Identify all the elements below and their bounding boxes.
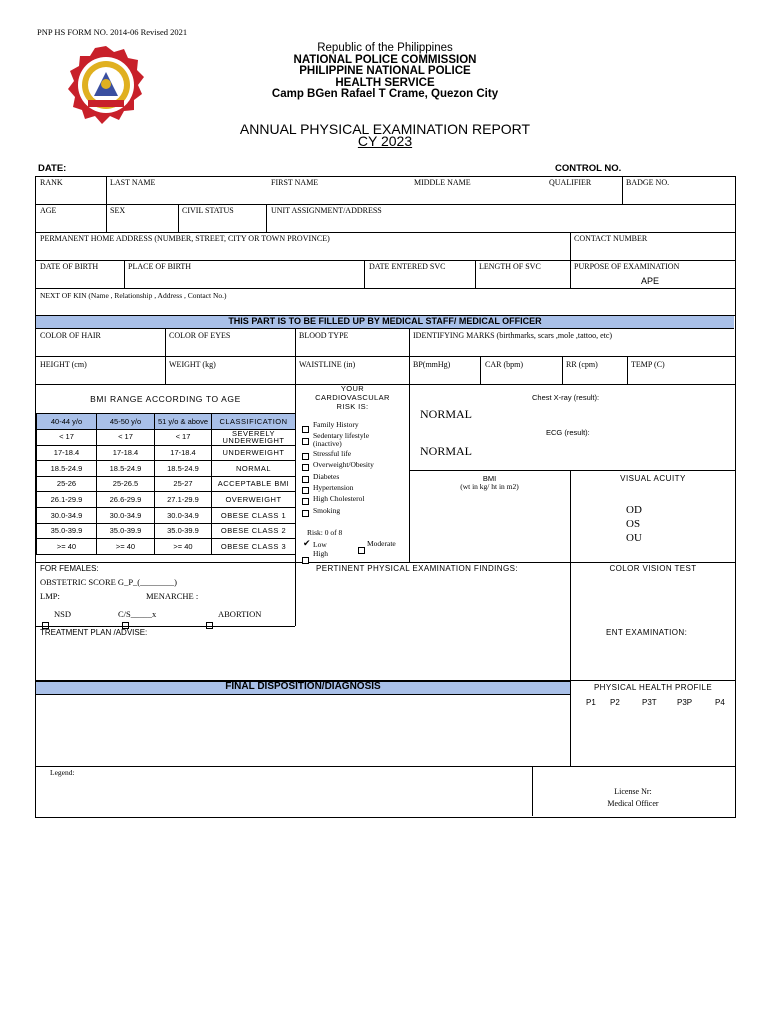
table-cell: OBESE CLASS 1 — [212, 507, 296, 523]
risk-moderate-label: Moderate — [367, 539, 396, 548]
eye-color-label: COLOR OF EYES — [169, 331, 231, 340]
ecg-value: NORMAL — [420, 444, 473, 458]
legend-label: Legend: — [50, 768, 75, 777]
diabetes-checkbox[interactable] — [302, 476, 309, 483]
high-cholesterol-checkbox[interactable] — [302, 498, 309, 505]
date-entered-svc-label: DATE ENTERED SVC — [369, 262, 446, 271]
profile-p3t: P3T — [642, 698, 657, 707]
table-row — [37, 461, 296, 477]
risk-high-label: High — [313, 549, 328, 558]
table-cell: OBESE CLASS 2 — [212, 523, 296, 539]
purpose-label: PURPOSE OF EXAMINATION — [574, 262, 680, 271]
profile-p1: P1 — [586, 698, 596, 707]
badge-no-label: BADGE NO. — [626, 178, 670, 187]
visual-od: OD — [626, 504, 642, 516]
bmi-header-cell: 40-44 y/o — [37, 414, 97, 430]
bmi-label: BMI — [482, 474, 497, 483]
header-health-service: HEALTH SERVICE — [335, 76, 435, 89]
cv-risk-item: Diabetes — [313, 472, 340, 481]
risk-low-label: Low — [313, 540, 327, 549]
form-title: ANNUAL PHYSICAL EXAMINATION REPORT — [239, 121, 531, 137]
civil-status-label: CIVIL STATUS — [182, 206, 234, 215]
cv-risk-item: Hypertension — [313, 483, 354, 492]
cv-risk-title-line2: CARDIOVASCULAR — [315, 393, 390, 402]
overweight-checkbox[interactable] — [302, 464, 309, 471]
next-of-kin-label: NEXT OF KIN (Name , Relationship , Address , Contact No.) — [40, 291, 227, 300]
cv-risk-item: High Cholesterol — [313, 494, 365, 503]
age-label: AGE — [40, 206, 57, 215]
table-cell: OVERWEIGHT — [212, 492, 296, 508]
menarche-label: MENARCHE : — [146, 591, 199, 601]
form-number: PNP HS FORM NO. 2014-06 Revised 2021 — [37, 27, 188, 37]
weight-label: WEIGHT (kg) — [169, 360, 216, 369]
blood-type-label: BLOOD TYPE — [299, 331, 349, 340]
header-republic: Republic of the Philippines — [317, 42, 453, 54]
cv-risk-item: Family History — [313, 420, 359, 429]
waistline-label: WAISTLINE (in) — [299, 360, 356, 369]
ecg-label: ECG (result): — [546, 428, 590, 437]
temp-label: TEMP (C) — [631, 360, 665, 369]
physical-health-profile-label: PHYSICAL HEALTH PROFILE — [593, 683, 713, 692]
bmi-range-title: BMI RANGE ACCORDING TO AGE — [90, 394, 241, 404]
table-row — [37, 445, 296, 461]
table-cell: 25-26.5 — [97, 476, 155, 492]
treatment-plan-label: TREATMENT PLAN /ADVISE: — [40, 628, 148, 637]
obstetric-score: OBSTETRIC SCORE G_P_(________) — [40, 577, 177, 587]
table-cell: < 17 — [155, 429, 212, 445]
table-cell: < 17 — [97, 429, 155, 445]
table-cell: 17-18.4 — [97, 445, 155, 461]
table-cell: >= 40 — [155, 539, 212, 555]
table-cell: >= 40 — [97, 539, 155, 555]
middle-name-label: MIDDLE NAME — [414, 178, 471, 187]
form-subtitle: CY 2023 — [357, 133, 413, 149]
table-row — [37, 492, 296, 508]
cv-risk-title-line1: YOUR — [340, 384, 365, 393]
table-cell: OBESE CLASS 3 — [212, 539, 296, 555]
qualifier-label: QUALIFIER — [549, 178, 592, 187]
hypertension-checkbox[interactable] — [302, 487, 309, 494]
bmi-formula: (wt in kg/ ht in m2) — [460, 482, 519, 491]
table-cell: ACCEPTABLE BMI — [212, 476, 296, 492]
cv-risk-item: Stressful life — [313, 449, 352, 458]
bmi-header-cell: 51 y/o & above — [155, 414, 212, 430]
table-cell: 30.0-34.9 — [37, 507, 97, 523]
rank-label: RANK — [40, 178, 63, 187]
length-of-svc-label: LENGTH OF SVC — [479, 262, 541, 271]
table-cell: 35.0-39.9 — [155, 523, 212, 539]
cv-risk-item: Overweight/Obesity — [313, 460, 374, 469]
risk-moderate-checkbox[interactable] — [358, 547, 365, 554]
color-vision-label: COLOR VISION TEST — [609, 564, 697, 573]
table-cell: 35.0-39.9 — [37, 523, 97, 539]
profile-p2: P2 — [610, 698, 620, 707]
table-cell: SEVERELY UNDERWEIGHT — [212, 429, 296, 445]
header-block — [240, 43, 530, 101]
cv-risk-title — [296, 384, 409, 411]
table-cell: 30.0-34.9 — [155, 507, 212, 523]
visual-acuity-label: VISUAL ACUITY — [620, 474, 686, 483]
table-row — [37, 523, 296, 539]
lmp-label: LMP: — [40, 591, 60, 601]
bmi-range-header-row — [37, 414, 296, 430]
sex-label: SEX — [110, 206, 126, 215]
visual-os: OS — [626, 518, 641, 530]
pnp-logo-seal — [66, 44, 146, 128]
height-label: HEIGHT (cm) — [40, 360, 87, 369]
cv-risk-item: Sedentary lifestyle (inactive) — [313, 431, 370, 448]
checkmark-icon: ✔ — [303, 538, 311, 548]
nsd-label: NSD — [54, 609, 72, 619]
table-cell: UNDERWEIGHT — [212, 445, 296, 461]
control-no-label: CONTROL NO. — [555, 163, 622, 174]
chest-xray-label: Chest X-ray (result): — [532, 393, 600, 402]
table-row — [37, 539, 296, 555]
for-females-label: FOR FEMALES: — [40, 564, 99, 573]
table-cell: >= 40 — [37, 539, 97, 555]
risk-count: Risk: 0 of 8 — [307, 528, 343, 537]
license-label: License Nr: — [614, 787, 652, 796]
table-cell: 26.1-29.9 — [37, 492, 97, 508]
table-cell: NORMAL — [212, 461, 296, 477]
table-cell: 25-26 — [37, 476, 97, 492]
cv-risk-item: Smoking — [313, 506, 341, 515]
pertinent-findings-label: PERTINENT PHYSICAL EXAMINATION FINDINGS: — [316, 564, 518, 573]
table-cell: 25-27 — [155, 476, 212, 492]
bmi-header-cell: 45-50 y/o — [97, 414, 155, 430]
date-of-birth-label: DATE OF BIRTH — [40, 262, 99, 271]
table-row — [37, 476, 296, 492]
cv-risk-title-line3: RISK IS: — [336, 402, 369, 411]
stressful-life-checkbox[interactable] — [302, 453, 309, 460]
bmi-header-cell: CLASSIFICATION — [212, 414, 296, 430]
last-name-label: LAST NAME — [110, 178, 156, 187]
ent-examination-label: ENT EXAMINATION: — [606, 628, 688, 637]
bmi-range-table — [36, 413, 296, 555]
contact-number-label: CONTACT NUMBER — [574, 234, 648, 243]
medical-staff-band-label: THIS PART IS TO BE FILLED UP BY MEDICAL STAFF/ MEDICAL OFFICER — [228, 316, 542, 326]
purpose-value: APE — [641, 276, 660, 286]
sedentary-checkbox[interactable] — [302, 438, 309, 445]
table-cell: 18.5-24.9 — [37, 461, 97, 477]
identifying-marks-label: IDENTIFYING MARKS (birthmarks, scars ,mole ,tattoo, etc) — [413, 331, 613, 340]
table-cell: 18.5-24.9 — [155, 461, 212, 477]
table-cell: 18.5-24.9 — [97, 461, 155, 477]
table-cell: 17-18.4 — [37, 445, 97, 461]
chest-xray-value: NORMAL — [420, 407, 473, 421]
table-cell: 17-18.4 — [155, 445, 212, 461]
table-cell: 30.0-34.9 — [97, 507, 155, 523]
medical-officer-label: Medical Officer — [607, 799, 659, 808]
header-camp: Camp BGen Rafael T Crame, Quezon City — [271, 88, 499, 100]
risk-high-checkbox[interactable] — [302, 557, 309, 564]
family-history-checkbox[interactable] — [302, 426, 309, 433]
home-address-label: PERMANENT HOME ADDRESS (NUMBER, STREET, CITY OR TOWN PROVINCE) — [40, 234, 330, 243]
table-cell: 27.1-29.9 — [155, 492, 212, 508]
place-of-birth-label: PLACE OF BIRTH — [128, 262, 192, 271]
table-cell: 35.0-39.9 — [97, 523, 155, 539]
first-name-label: FIRST NAME — [271, 178, 319, 187]
header-pnp: PHILIPPINE NATIONAL POLICE — [299, 65, 471, 77]
hair-color-label: COLOR OF HAIR — [40, 331, 101, 340]
visual-ou: OU — [626, 532, 642, 544]
cs-label: C/S_____x — [118, 609, 157, 619]
table-row — [37, 507, 296, 523]
table-cell: < 17 — [37, 429, 97, 445]
profile-p4: P4 — [715, 698, 725, 707]
header-napolcom: NATIONAL POLICE COMMISSION — [293, 53, 477, 66]
table-cell: 26.6-29.9 — [97, 492, 155, 508]
profile-p3p: P3P — [677, 698, 693, 707]
table-row — [37, 429, 296, 445]
abortion-label: ABORTION — [218, 609, 262, 619]
smoking-checkbox[interactable] — [302, 510, 309, 517]
bp-label: BP(mmHg) — [413, 360, 451, 369]
unit-assignment-label: UNIT ASSIGNMENT/ADDRESS — [271, 206, 382, 215]
date-label: DATE: — [38, 163, 67, 174]
rr-label: RR (cpm) — [566, 360, 598, 369]
car-label: CAR (bpm) — [485, 360, 523, 369]
final-disposition-label: FINAL DISPOSITION/DIAGNOSIS — [225, 681, 381, 692]
